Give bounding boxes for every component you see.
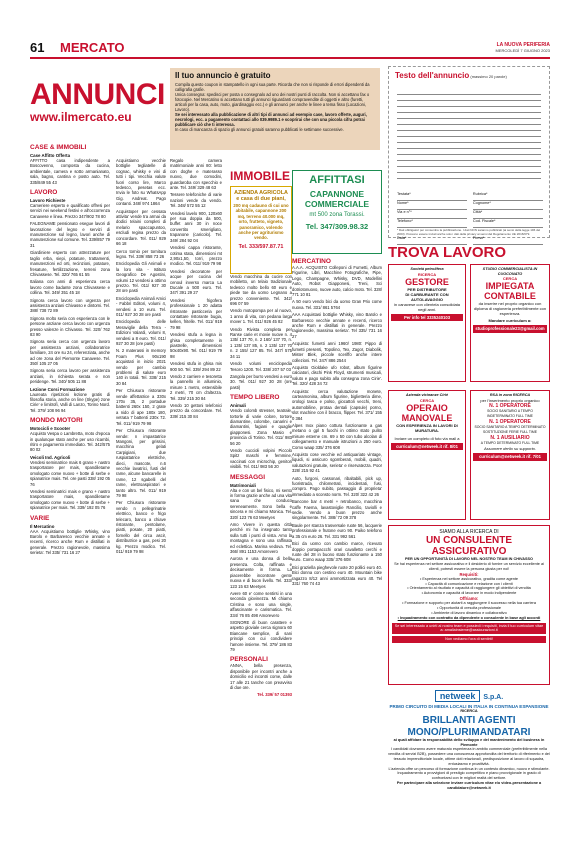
rsa-note: Assumere derilo su supporto.	[483, 446, 537, 452]
manovale-desc: CON ESPERIENZA IN LAVORI DI MURATURA.	[396, 422, 458, 433]
rsa-role-1-desc: SOCIO SANITARIO A TEMPO INDETERMINATO FULL TIME	[487, 408, 533, 418]
list-item: Cerco tornio per tornitura legno. Tel. 339/ 858 73 26	[116, 248, 166, 259]
affittasi-size: mt 500 zona Torassi.	[309, 212, 365, 218]
coupon-subtitle: (massimo 20 parole)	[470, 74, 507, 79]
coupon-text-lines[interactable]	[397, 89, 541, 179]
consul-d8: • Opportunità di crescita professionale	[436, 606, 501, 611]
list-item: Vendesi frigofera professionale 1 20 adatta ristorante pasticceria per contattare ristorante bugia, kellen, fritelle. Tel. 011/ 919 79 98	[170, 297, 222, 330]
list-item: A 50 euro vendo bici da uomo Gran Prix come nuova. Tel. 331/ 861 5764	[292, 299, 382, 310]
job-ad-gestore	[388, 264, 466, 382]
list-item: Signora seria cerca con urgenza lavoro per assistenza anziani, collaboratrice familiare, 24 ore su 24, referenziata, anche ad ore zona del Piemonte Canavese. Tel. 350/ 105 27 05	[30, 339, 110, 366]
list-item: Avere 60 e' come sentirsi in una seconda giovinezza. Mi chiamo Cristina e sono una single, affascinante e carismatica. Tel. 334/ 76 85 498 Amorevero	[230, 590, 292, 618]
manovale-invia: Inviare un completo di foto via mail a	[394, 435, 460, 441]
free-ad-info-box	[170, 68, 380, 150]
list-item: SIGNORE di buon carattere e aspetto gioviale cerca signora 60 Biancane semplice, di sani principi con cui condividere l'amore insieme. Tel. 379/ 186 83 79	[230, 619, 292, 652]
list-item: Vendesi stufa a legna in ghisa completamente in piastrelle, dimensioni 50x40x90. Tel. 011/ 919 79 98	[170, 332, 222, 359]
list-item: Acquistiamo vecchie bottiglie tegliatelle di cognac, whisky e vini di tutti i tipi. Vecchia valute fuori corso lire, Marco tedesco, pesetas ecc. Invia le foto su WhatsApp Gig. Andreat. Pago contanti. 348/ 974 1864	[116, 158, 166, 207]
list-item: Auto, furgoni, cassonari, ribaltabili, pick up, fuoristrada, chilometrati, incidentati, fusi, compro. Pago subito, passaggio di proprieta' immediato a sconsto norm. Tel. 320/ 322 42 26	[292, 475, 382, 497]
column-4	[230, 170, 292, 815]
brand-url[interactable]: www.ilmercato.eu	[30, 110, 132, 124]
rsa-company: RSA in zona RICERCA	[489, 393, 531, 397]
azienda-agricola-ad	[230, 186, 292, 274]
info-p3: Se sei interessato alla pubblicazione di altri tipi di annunci ad esempio case, lavoro offerte, auguri, necrologi, ecc. a pagamento contattaci allo 039.9989.1 e scoprirai che con una piccola cifra potrai pubblicare ciò che ti interessa.	[175, 112, 367, 127]
netweek-logo: netweek	[435, 690, 481, 702]
netweek-title-2: MONO/PLURIMANDATARI	[407, 726, 531, 738]
list-item: FALEGNAME pensionato esegue lavori di lavorazione del legno e servizi di manutenzione sul legno, lavori anche di manutenzione sul comune. Tel. 339/857 79 31	[30, 221, 110, 248]
consul-d3: • Esperienza nel settore assicurativo, gradita come agente	[420, 576, 518, 581]
section-title: MERCATO	[60, 40, 125, 55]
netweek-d1: ai quali affidare la responsabilità dello sviluppo e del mantenimento del business in Piemonte	[393, 737, 545, 747]
gestore-title: GESTORE	[405, 276, 449, 287]
list-item: Laureata ripetizioni lezione gratis di filosofia storia, anche on line (Skype) zone Cirie' e limitrofi, Valli di Lanzo, Torino Nord. Tel. 379/ 108 96 94	[30, 391, 110, 413]
sub-case-affitto: Case Affitto Offerta	[30, 153, 71, 158]
list-item: Vendo 2 carriere e tesoretta la pannello in alluminio, misure 1 metro, estensibile 2 metri, 70 cm d'altezza. Tel. 339/ 215 30 84	[170, 374, 222, 401]
manovale-email: curriculum@netweek.it rif. 8/01	[391, 443, 463, 450]
list-item: Enciclopedia Gli Animali e la loro vita - Istituto Geografico De Agostini, volumi 12 vendesi a ottimo prezzo. Tel. 011/ 927 30 28 ore pasti	[116, 261, 166, 294]
heading-case-immobili: CASE & IMMOBILI	[30, 144, 87, 151]
field-rubrica[interactable]: Rubrica*	[473, 192, 543, 201]
list-item: AAA Acquistasi bottiglie Whisky, vino Barolo e Barbaresco vecchie annate e recenti, ricerco anche Rum e distillati in generale. Prezzo ragionevole, massima serieta'. Tel 335/ 731 16 27	[292, 312, 382, 339]
consul-d2: Se hai esperienza nel settore assicurativo e il desiderio di fornire un servizio eccellente ai clienti, potresti essere la persona giusta per noi!	[394, 562, 544, 571]
netweek-title-1: BRILLANTI AGENTI	[422, 714, 516, 726]
info-p2: Unica consegna: spedisci per posta o consegnalo ad uno dei nostri punti di raccolta. Non si accettano fax o fotocopie. Nel Mercatino si accettano tutti gli annunci riguardanti compravendite di oggetti e altro (furetti, articoli per la casa, auto, moto, giardinaggio ecc.) e gli annunci per anche le linee a tema fisso (Locazioni, Lavoro).	[175, 92, 370, 112]
rsa-role-2: N. 1 OPERATORE	[489, 418, 531, 425]
rsa-role-3: N. 1 AUSILIARIO	[490, 435, 530, 442]
job-ad-consulente	[388, 525, 550, 685]
rsa-role-2-desc: SOCIO SANITARIO A TEMPO DETERMINATO SOSTITUZIONE FERIE FULL TIME	[474, 425, 546, 435]
affittasi-title: AFFITTASI	[309, 174, 365, 186]
list-item: N. 2 materassi in memory Foam Plus 90x190 acquistati in inizio 2021 vendo per cambio problemi di salute euro 140 in totali. Tel. 338/ 215 30 84	[116, 348, 166, 386]
job-ad-rsa	[470, 390, 550, 520]
list-item: Acquisto Gioldake ufo robot, album figurine calciatori, dischi Pink Floyd, strumenti musicali, valuto e pago subito alla consegna zona Cirie'. Tel. 320/ 428 34 72	[292, 364, 382, 387]
ad-coupon	[388, 66, 550, 241]
netweek-ricerca: RICERCA	[460, 709, 478, 713]
job-ad-contabile	[470, 264, 550, 382]
list-item: Bici da uomo con cambio marce, ricevuto doppio portapaccchi orari cavalletto cerchi e ruote del 28 in buono stato funzionante a 150 euro. Como waap 335/ 376 608	[292, 541, 382, 563]
consul-d9: • Ambiente di lavoro dinamico e collaborativo	[431, 610, 507, 615]
sub-mercatino: Il Mercatino	[30, 523, 55, 529]
netweek-d2: I candidati dovranno avere maturato esperienza in ambito commerciale (preferibilmente nella vendita di servizi B2B), possedere una conoscenza approfondita del territorio di riferimento e del tessuto imprenditoriale locale, ottime doti relazionali, predisposizione al lavoro di squadra, entusiasmo e proattività.	[388, 747, 550, 766]
coupon-title: Testo dell'annuncio	[395, 71, 470, 80]
header-divider	[30, 57, 550, 59]
list-item: Per Chiusura ristorante vendo n pellegrinatrie elettrico, banco e frigo telecaro, banco a chiave ristorante, pentolame, piatti, posate, 20 piatti, fornello del circa ascir, distributrice a gas, pesi 20 kg. Prezzo modico. Tel. 011/ 919 79 98	[116, 500, 166, 555]
coupon-fields	[397, 192, 543, 245]
consul-d7: • Formazione e supporto per aiutarti a raggiungere il successo nella tua carriera	[402, 601, 536, 606]
list-item: Regalo camera matrimoniale anni 80: letto con doghe e materasso nuovo, due comodini, guardaroba con specchio e ante. Tel. 349/ 329 48 63	[170, 158, 222, 191]
contabile-company: STUDIO COMMERCIALISTA IN CUOCONATO	[482, 267, 538, 276]
heading-mondo-motori: MONDO MOTORI	[30, 417, 83, 425]
list-item: Acquisto Vespa o Lambretta, moto d'epoca in qualunque stato anche per uso ricambi, ritiro e pagamento immediato. Tel. 342/575 80 02	[30, 431, 110, 453]
page-header	[30, 40, 550, 58]
column-2	[116, 158, 166, 813]
netweek-d4: Per partecipare alla selezione inviare curriculum vitae e/o video-presentazione a candidature@netweek.it	[396, 780, 542, 790]
rsa-role-1: N. 1 OPERATORE	[489, 402, 531, 409]
list-item: Signora seria cerca lavoro per assistenza anziani, in richiesta serata e non peridenge. Tel. 340/ 505 11 88	[30, 368, 110, 385]
consul-d5: • Orientamento al risultato e capacità di raggiungere gli obiettivi di vendita	[407, 586, 531, 591]
list-item: Vendo macchina da cucire con mobiletto, un telaio tradizionale tedesco molto bello 60 euro e piede toe da uomo Legnano a prezzo conveniente. Tel. 342/ 696 07 59	[230, 274, 292, 307]
manovale-title: OPERAIO MANOVALE	[401, 402, 453, 423]
contabile-email: studioprofessionale23@gmail.com	[473, 325, 547, 332]
contabile-mandare: Mandare curriculum a:	[488, 318, 532, 324]
list-item: Enciclopedia delle Meraviglie della Terra - Edizioni Valardi, volumi 8, vendesi a 8 euro. Tel. 011/ 927 30 28 (ore pasti)	[116, 319, 166, 346]
manovale-cerca: CERCA	[419, 397, 435, 403]
affittasi-phone: Tel. 347/309.98.32	[305, 222, 369, 231]
sub-motocicli: Motocicli e Scooter	[30, 426, 71, 432]
contabile-title: IMPIEGATA CONTABILE	[484, 281, 536, 302]
list-item: Vendesi decoratore per acque per cucina del cenoul inverso marca La Ducale a 500 euro. Tel. 347/ 391 29 27	[170, 268, 222, 296]
list-item: Vendesi stufa in ghisa mis 900 50. Tel. 339/ 294 89 22	[170, 361, 222, 372]
list-item: Vendo 10 gettoni telefonici prezzo da concordare. Tel. 339/ 215 30 84	[170, 403, 222, 419]
list-item: Vendo Rivista completa per Ranse carie et movie nuove n. 4 135/ 137 70, n. 2 160/ 137 70, n. 1 135/ 137 85, n. 2 135/ 137 70 n. 2 155/ 127 85. Tel. 347/ 575 34 11	[230, 326, 292, 359]
list-item: Acquisto cose vecchie ed antiquariato vintage, liquidi, si assicuro sgomberati, mobili, quadri, valutazioni gratuite, serieta' e riservatezza. Poor 328/ 215 92 41	[292, 452, 382, 474]
list-item: Alpes Inox piano cottura funzionante a gas metano o gpl 5 fuochi in ottimo stato pulito misure esterne cm. 69 x 50 con tubo alcolan di collegamento e manuale istruzioni a 250 euro. Como waap 335/ 376 608	[292, 422, 382, 450]
list-item: Baule per stanza trasversale ruote 56, lacquerie professionale e frutone euro 90. Paiko telefono a 35 cm euro 26. Tel. 331 992 561	[292, 522, 382, 539]
brand-title: ANNUNCI	[30, 78, 165, 111]
list-item: Amo Vivere in questa città perché mi ha insegnato tanto sulla tutti i punti di vista. Amo la montagna e sono una raffinata ed eclettica. Marina vedova. Tel. 366/ 891 1153 Amorevero	[230, 522, 292, 555]
list-item: Italiana con anni di esperienza cerca lavoro come badante zona Chivassese e collina. Tel. 349/ 351 45 18	[30, 279, 110, 296]
list-item: Bici graziella pieghevole ruote 20 pollici euro 40. Bici donna con cestino euro 40. Mountain bike ragazzo 8/12 anni ammortizzata euro 40. Tel 331/ 760 74 43	[292, 564, 382, 586]
list-item: Vendo colomb stresser, teatrale, tortorle di varie colore, tortore diamantine, colombe, canarini e diamantini, fagiani e quaglie giapponesi. Zona Masio e provincia di Torino. Tel. 011/ 983 56 20	[230, 408, 292, 446]
list-item: AAA Acquistiamo bottiglie Whisky, vino Barolo e Barbaresco vecchie annate e recenti, ricerco anche Rum e distillati in generale. Prezzo ragionevole, massima serieta'. Tel 335/ 731 16 27	[30, 528, 110, 556]
column-1	[30, 140, 110, 810]
field-cognome[interactable]: Cognome*	[473, 201, 543, 210]
list-item: Vendesi cappa ristorante, cotima stata, dimensioni mt 2,90x1,50, torri, prezzo modico. Tel. 011/ 919 79 98	[170, 245, 222, 267]
sub-lezione-corsi: Lezione Corsi Formazione	[30, 386, 85, 392]
manovale-company: Azienda vicinanze Ciriè	[405, 393, 449, 397]
netweek-tagline: PRIMO CIRCUITO DI MEDIA LOCALI IN ITALIA IN CONTINUA ESPANSIONE	[389, 704, 549, 709]
heading-varie: VARIE	[30, 514, 50, 522]
consul-apply: Se sei interessato a unirti al nostro team e possiedi i requisiti, invia il tuo curriculum vitae a: amaliainsieme@assicurazioni.it	[392, 623, 546, 634]
coupon-note: * Dati obbligatori per consentire la pubblicazione. I dati NON saranno pubblicati (ai sensi della legge 196 del 2003). Possono essere inviati anche solo i dati della privacy ai sensi del Regolamento UE 2016/679.	[397, 228, 541, 236]
consul-requisiti: Requisiti:	[459, 571, 479, 577]
consul-header: SIAMO ALLA RICERCA DI	[439, 529, 499, 535]
list-item: ANNA, bella presenza, disponibile per incontri anche a domicilio ed incontri come, dalle 17 alle 21 tanche con preavviso di due ore.	[230, 663, 292, 690]
list-item: Vendesi lavelo 900, 120x60 per sua doppia da 500, buffet anni 30 in noce convertito smerigliato, trapanone (caricolo). Tel. 349/ 284 92 04	[170, 210, 222, 243]
rsa-role-3-desc: A TEMPO DETERMINATO FULL TIME	[480, 441, 540, 446]
contabile-cerca: CERCA	[502, 276, 518, 282]
list-item: Acquisto: cerca valutazione monete, carteamonina, album figurine, biglietteria dime, orologi tasca e polso, giocattoli vecchi, treni, automobiline, protaa dentali (capsule) porno, slot machine con il bracco, flipper. Tel. 371/ 155 0 384	[292, 388, 382, 421]
affittasi-ad	[292, 170, 382, 254]
heading-personali: PERSONALI	[230, 656, 268, 664]
gestore-company: Società petrolifera	[410, 267, 444, 271]
netweek-d3: L'azienda offre un percorso di formazione continua in un contesto dinamico, nuovo e stimolante. Inquadramento a provvigioni di prestigio competitivo e piano provvigionale in grado di confrontarsi con le migliori realtà del settore.	[388, 766, 550, 781]
list-item: Vendesi seminatrici mais e grano + nastro trasportatore mais, spandiletame omologato come nuovo + botte di serbe + spianatrice per mais. Tel. 339/ 192 05 76	[30, 488, 110, 511]
netweek-spa: S.p.A.	[483, 694, 504, 701]
gestore-d3: AUTOLAVAGGIO	[411, 296, 443, 302]
personali-phone: Tel. 339/ 57 01393	[257, 692, 292, 698]
field-data[interactable]: Data*	[397, 236, 467, 245]
field-cod-fiscale[interactable]: Cod. Fiscale*	[473, 219, 543, 228]
job-ad-manovale	[388, 390, 466, 520]
rsa-email: curriculum@netweek.it rif. 7/01	[473, 453, 547, 460]
heading-lavoro: LAVORO	[30, 189, 58, 197]
info-p4: In caso di mancanza di spazio gli annunci gratuiti saranno pubblicati le settimane successive.	[175, 127, 344, 132]
gestore-ricerca: RICERCA	[417, 271, 437, 277]
rsa-inserimento: per l'inserimento proprio organico	[480, 397, 540, 403]
heading-mercatino: MERCATINO	[292, 258, 331, 265]
field-telefono[interactable]: Telefono*	[397, 219, 467, 228]
field-nome[interactable]: Nome*	[397, 201, 467, 210]
consul-offriamo: Offriamo:	[459, 596, 479, 602]
consul-title: UN CONSULENTE ASSICURATIVO	[425, 535, 513, 558]
consul-d10: • Inquadramento con contratto da dipendente o consulente in base agli accordi	[397, 615, 541, 620]
gestore-contact: Per info tel 3335240103	[391, 314, 463, 321]
list-item: AFFITTO casa indipendente a Boscovenno, composta da cucina, ambientale, camera e sotto armanianato, sala, bagno, cantina e posto auto. Tel. 335/849 55 43	[30, 158, 110, 185]
list-item: Vendo motopompa per al nuovo, 1 anno di vita, con pedana larga mover 1. Tel. 011/ 926 45 82	[230, 308, 292, 325]
list-item: Per Chiusura ristorante vende: n impastatrice Mangoni, per grissini, macchina gelati Carpigiani, due ruspiattatrice elettriche, dieci, mascote, n.6 vecchie lavatrici, fusti del rame, alcune bancarelle in rame, 12 sgabelli del rame, elettroaspiratori e tanto altro. Tel. 011/ 919 79 98	[116, 428, 166, 498]
list-item: Aurora e una donna di bella presenza. Colta, raffinata e decisamente in forma. La piacerebbe incontrare gente nuova e di buon livello. Tel. 333/ 123 15 63 Meetyes	[230, 556, 292, 589]
annunci-brand	[30, 80, 163, 130]
gestore-d1: PER DISTRIBUTORE	[407, 286, 447, 292]
consul-d6: • Autonomia e capacità di lavorare in modo indipendente	[421, 591, 517, 596]
sub-animali: Animali	[230, 403, 246, 409]
list-item: Tessere telefoniche di varie nazioni vende da vendo. Tel. 348/ 572 55 12	[170, 192, 222, 209]
consul-d4: • Capacità di comunicazione e relazione con i clienti	[425, 581, 513, 586]
list-item: Acquistoper per cessata attivita' vende tra armai da dodici telaini completi di melario spaccapuntoo, escludi regina prezzo da concordare. Tel. 011/ 929 66 18	[116, 208, 166, 247]
page-number: 61	[30, 40, 45, 55]
list-item: Bancone bar 4 metri + retrobanco, macchina caffe Faema, lavastoviglie Rancilio, taviolli e sedie. Vendo a buon prezzo anche singolarmente. Tel. 388/ 72 09 378	[292, 499, 382, 521]
agri-desc: 200 mq cadauno di cui uno abitabile, capannone 200 mq, terreno 40.000 mq, orto, frutteto, vigneto, panoramico, volendo anche per agriturismo vendo.	[233, 203, 289, 241]
list-item: Signora molto seria con esperienza con le persone anziane cerca lavoro con urgenza presso valenze in Chivasso. Tel. 320/ 762 83 90	[30, 315, 110, 337]
heading-immobile: IMMOBILE	[230, 169, 290, 183]
field-via[interactable]: Via e n°*	[397, 210, 467, 219]
list-item: Zangola per burro vendesi a euro 30. Tel. 011/ 927 30 28 (ore pasti)	[230, 373, 292, 390]
column-3	[170, 158, 222, 813]
job-ad-netweek	[388, 690, 550, 810]
field-testata[interactable]: Testata*	[397, 192, 467, 201]
list-item: Giardiniere esperto con attrezzature per taglio erba, siepi, potature, trattamenti, manutenzioni ed orti, recinzioni, potature, fresature, fertilizzazione, terreni zona Chivassese. Tel. 320/ 765 61 55	[30, 250, 110, 277]
list-item: Enciclopedia Animali Amici - Fabbri Editori, volumi 4, vendesi a 10 euro. Tel. 011/ 927 30 28 ore pasti	[116, 295, 166, 317]
sub-lavoro-richieste: Lavoro Richieste	[30, 198, 66, 204]
paper-name: LA NUOVA PERIFERIA	[496, 42, 550, 48]
gestore-d2: DI CARBURANTE CON	[405, 291, 449, 297]
heading-tempo-libero: TEMPO LIBERO	[230, 394, 280, 402]
heading-trova-lavoro: TROVA LAVORO	[388, 244, 507, 261]
consul-closing: Non vediamo l'ora di sentirti!	[392, 636, 546, 643]
list-item: Vendo cuccioli volpini Piccolo Spitz maschi e femmine, vaccinati con microchip, genitori visibili. Tel. 011/ 983 56 20	[230, 447, 292, 470]
paper-date: MERCOLEDÌ 7 GIUGNO 2023	[495, 48, 550, 53]
agri-title: AZIENDA AGRICOLA e casa di due piani,	[234, 190, 288, 202]
list-item: Vendo volumi enciclopedia Tesoro 1200. Tel. 338/ 207 57 03	[230, 361, 292, 372]
list-item: Acquisto: fumetti anni 1960/ 1980: Pippo di fumetti presenti, Topolino, Tex, Zagor, Diabolik, Mister Blek, piccole sceriffo anche intere collezioni. Tel. 347/ 886 2544	[292, 341, 382, 363]
affittasi-capannone: CAPANNONE COMMERCIALE	[304, 189, 370, 209]
list-item: Vendesi seminatrice mais 6 grano + nastro trasportatore per mais, spandiletame omologato come nuovo + botte di serbe e spianatrice mais. Tel. ore pasti 338/ 192 05 76	[30, 459, 110, 487]
heading-messaggi: MESSAGGI	[230, 473, 266, 481]
list-item: Signora cerca lavoro con urgenza per assistenza anziani Chivasso e dintorni. Tel. 388/ 738 72 89	[30, 297, 110, 314]
list-item: Alta e con un bel fisico, mi sento in forma grazie anche ad una vita sana che conduco sereneamente. Sono bella e sincera e mi chiamo Monica. Tel. 320/ 123 76 63 Meetyes	[230, 487, 292, 520]
field-firma[interactable]: Firma*	[473, 236, 543, 245]
column-5	[292, 170, 382, 815]
info-p1: Compila questo coupon in stampatello in ogni sua parte. Ricorda che non si risponde di errori dipendenti da calligrafia grafie.	[175, 82, 370, 92]
field-citta[interactable]: Città*	[473, 210, 543, 219]
contabile-desc: da inserire nel proprio organico con diploma di ragioneria preferibilmente con esperienza.	[473, 301, 547, 317]
agri-phone: Tel. 333/597.87.71	[238, 243, 284, 250]
list-item: Per Chiusura ristorante vende affettatrice a 330x 170x 35, 2 portadue battenti 260x 150, 2 grate a nido di ape 180x 180, vetrata 7 battenti 230x 72. Tel. 011/ 919 79 98	[116, 388, 166, 426]
list-item: Cameriere esperto e qualificato offresi per servizi nei weekend festivi e all'occorrenza Canavese e linea. Prezzo 347/902 78 80	[30, 203, 110, 219]
list-item: A.A.A. ACQUISTO Colleponi di Fumetti, Album Figurine, Libri, Macchine Fotografiche, Pipe, Lego, Champagne, Whisky, DVD, Modellini Auto, Robot Giapponesi, Treni, Sci dotriotonuovo, nuove auto, calcio moto. Tel. 328/ 771 10 81	[292, 265, 383, 298]
sub-matrimoniali: Matrimoniali	[230, 482, 256, 488]
sub-veicoli-agricoli: Veicoli Ind. Agricoli	[30, 454, 71, 460]
info-title: Il tuo annuncio è gratuito	[175, 71, 271, 80]
consul-d1: PER UN OPPORTUNITÀ DI LAVORO NEL NOSTRO TEAM IN CHIVASSO	[404, 557, 534, 562]
gestore-d4: in canavese con clientela consolidata negli anni.	[393, 301, 461, 312]
